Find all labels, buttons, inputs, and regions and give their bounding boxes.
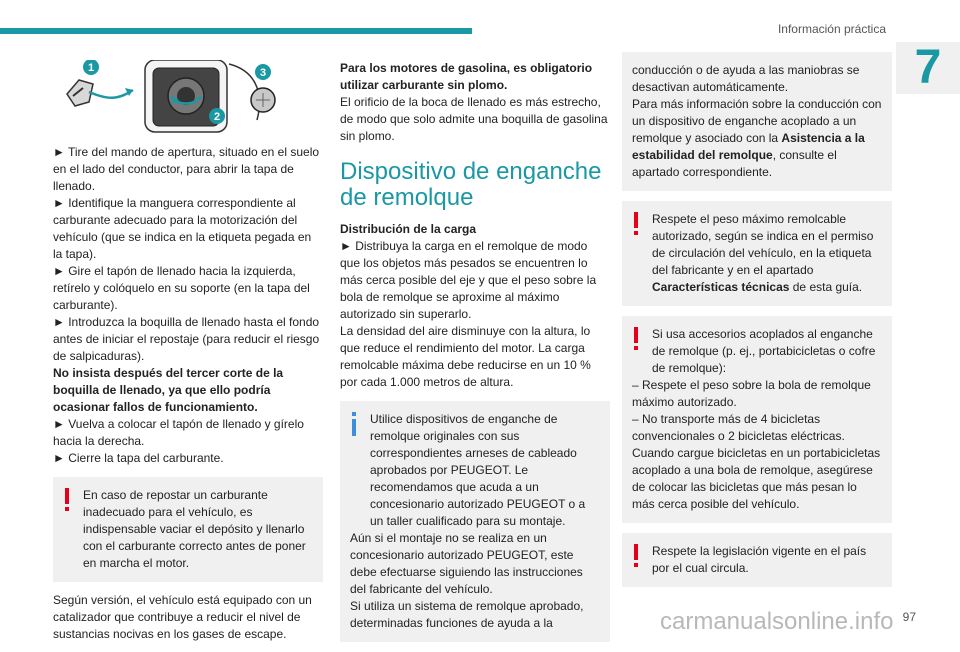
warning-exclamation-icon (632, 212, 640, 236)
catalyst-note: Según versión, el vehículo está equipado con un catalizador que contribuye a reducir el nivel de sustancias nocivas en los gases de escape. (53, 593, 312, 641)
warning-wrong-fuel-text: En caso de repostar un carburante inadecuado para el vehículo, es indispensable vaciar el depósito y llenarlo con el carburante correcto antes de poner en marcha el motor. (83, 488, 306, 570)
column-2 (340, 60, 610, 652)
chapter-number-tab: 7 (896, 42, 960, 94)
svg-text:2: 2 (213, 111, 221, 123)
info-trailer-stability-text: Para más información sobre la conducción con un dispositivo de enganche acoplado a un remolque y asociado con la Asistencia a la estabilidad del remolque, consulte el apartado correspondiente. (632, 97, 882, 179)
section-title: Información práctica (777, 22, 886, 36)
svg-text:1: 1 (87, 62, 95, 74)
info-icon (350, 412, 358, 436)
warning-exclamation-icon (632, 327, 640, 351)
info-original-towbar-text: Utilice dispositivos de enganche de remolque originales con sus correspondientes arneses de cableado aprobados por PEUGEOT. Le recomendamos que acuda a un concesionario autorizado PEUGEOT o a un taller cualificado para su montaje. (370, 412, 586, 528)
unleaded-note: El orificio de la boca de llenado es más estrecho, de modo que solo admite una boquilla de gasolina sin plomo. (340, 95, 608, 143)
section-heading-towbar: Dispositivo de enganche de remolque (340, 158, 602, 211)
altitude-note: La densidad del aire disminuye con la altura, lo que reduce el rendimiento del motor. La carga remolcable máxima debe reducirse en un 10 % por cada 1.000 metros de altura. (340, 324, 591, 389)
info-continued-text: conducción o de ayuda a las maniobras se desactivan automáticamente. (632, 63, 860, 94)
info-box-continued (622, 52, 892, 191)
warning-accessories-item-1: – Respete el peso sobre la bola de remolque máximo autorizado. (632, 378, 871, 409)
instruction-insert-nozzle: ► Introduzca la boquilla de llenado hasta el fondo antes de iniciar el repostaje (para reducir el riesgo de salpicaduras). (53, 315, 320, 363)
fuel-filler-diagram (53, 60, 313, 134)
warning-max-weight-text: Respete el peso máximo remolcable autorizado, según se indica en el permiso de circulación del vehículo, en la etiqueta del fabricante y en el apartado Características técnicas de esta guía. (652, 212, 874, 294)
warning-text-bold: No insista después del tercer corte de la boquilla de llenado, ya que ello podría ocasionar fallos de funcionamiento. (53, 366, 284, 414)
svg-text:3: 3 (259, 67, 267, 79)
subheading-load-distribution: Distribución de la carga (340, 222, 477, 236)
warning-exclamation-icon (632, 544, 640, 568)
warning-accessories-item-2: – No transporte más de 4 bicicletas convencionales o 2 bicicletas eléctricas. (632, 412, 845, 443)
warning-box-legislation (622, 533, 892, 587)
instruction-open-flap: ► Tire del mando de apertura, situado en el suelo en el lado del conductor, para abrir la tapa de llenado. (53, 145, 320, 193)
warning-exclamation-icon (63, 488, 71, 512)
warning-box-accessories (622, 316, 892, 523)
info-driving-aids-text: Si utiliza un sistema de remolque aprobado, determinadas funciones de ayuda a la (350, 599, 584, 630)
column-3 (622, 60, 892, 597)
warning-box-wrong-fuel (53, 477, 323, 582)
warning-box-max-weight (622, 201, 892, 306)
load-distribution-text: ► Distribuya la carga en el remolque de modo que los objetos más pesados se encuentren lo más cerca posible del eje y que el peso sobre la bola de remolque se aproxime al máximo autorizado sin superarlo. (340, 239, 597, 321)
instruction-identify-hose: ► Identifique la manguera correspondiente al carburante adecuado para la motorización del vehículo (que se indica en la etiqueta pegada en la tapa). (53, 196, 312, 261)
warning-accessories-text: Si usa accesorios acoplados al enganche de remolque (p. ej., portabicicletas o cofre de remolque): (652, 327, 876, 375)
instruction-remove-cap: ► Gire el tapón de llenado hacia la izquierda, retírelo y colóquelo en su soporte (en la tapa del carburante). (53, 264, 310, 312)
unleaded-note-bold: Para los motores de gasolina, es obligatorio utilizar carburante sin plomo. (340, 61, 593, 92)
instruction-close-flap: ► Cierre la tapa del carburante. (53, 451, 224, 465)
page-number: 97 (902, 610, 916, 624)
info-box-towbar (340, 401, 610, 642)
header-accent-bar (0, 28, 472, 34)
info-fitting-text: Aún si el montaje no se realiza en un concesionario autorizado PEUGEOT, este debe efectuarse siguiendo las instrucciones del fabricante del vehículo. (350, 531, 583, 596)
warning-legislation-text: Respete la legislación vigente en el país por el cual circula. (652, 544, 867, 575)
fuel-cap-illustration (53, 60, 313, 134)
watermark: carmanualsonline.info (660, 608, 894, 635)
column-1 (53, 60, 323, 643)
instruction-refit-cap: ► Vuelva a colocar el tapón de llenado y gírelo hacia la derecha. (53, 417, 304, 448)
warning-bicycles-text: Cuando cargue bicicletas en un portabicicletas acoplado a una bola de remolque, asegúrese de colocar las bicicletas que más pesan lo más cerca posible del vehículo. (632, 446, 881, 511)
